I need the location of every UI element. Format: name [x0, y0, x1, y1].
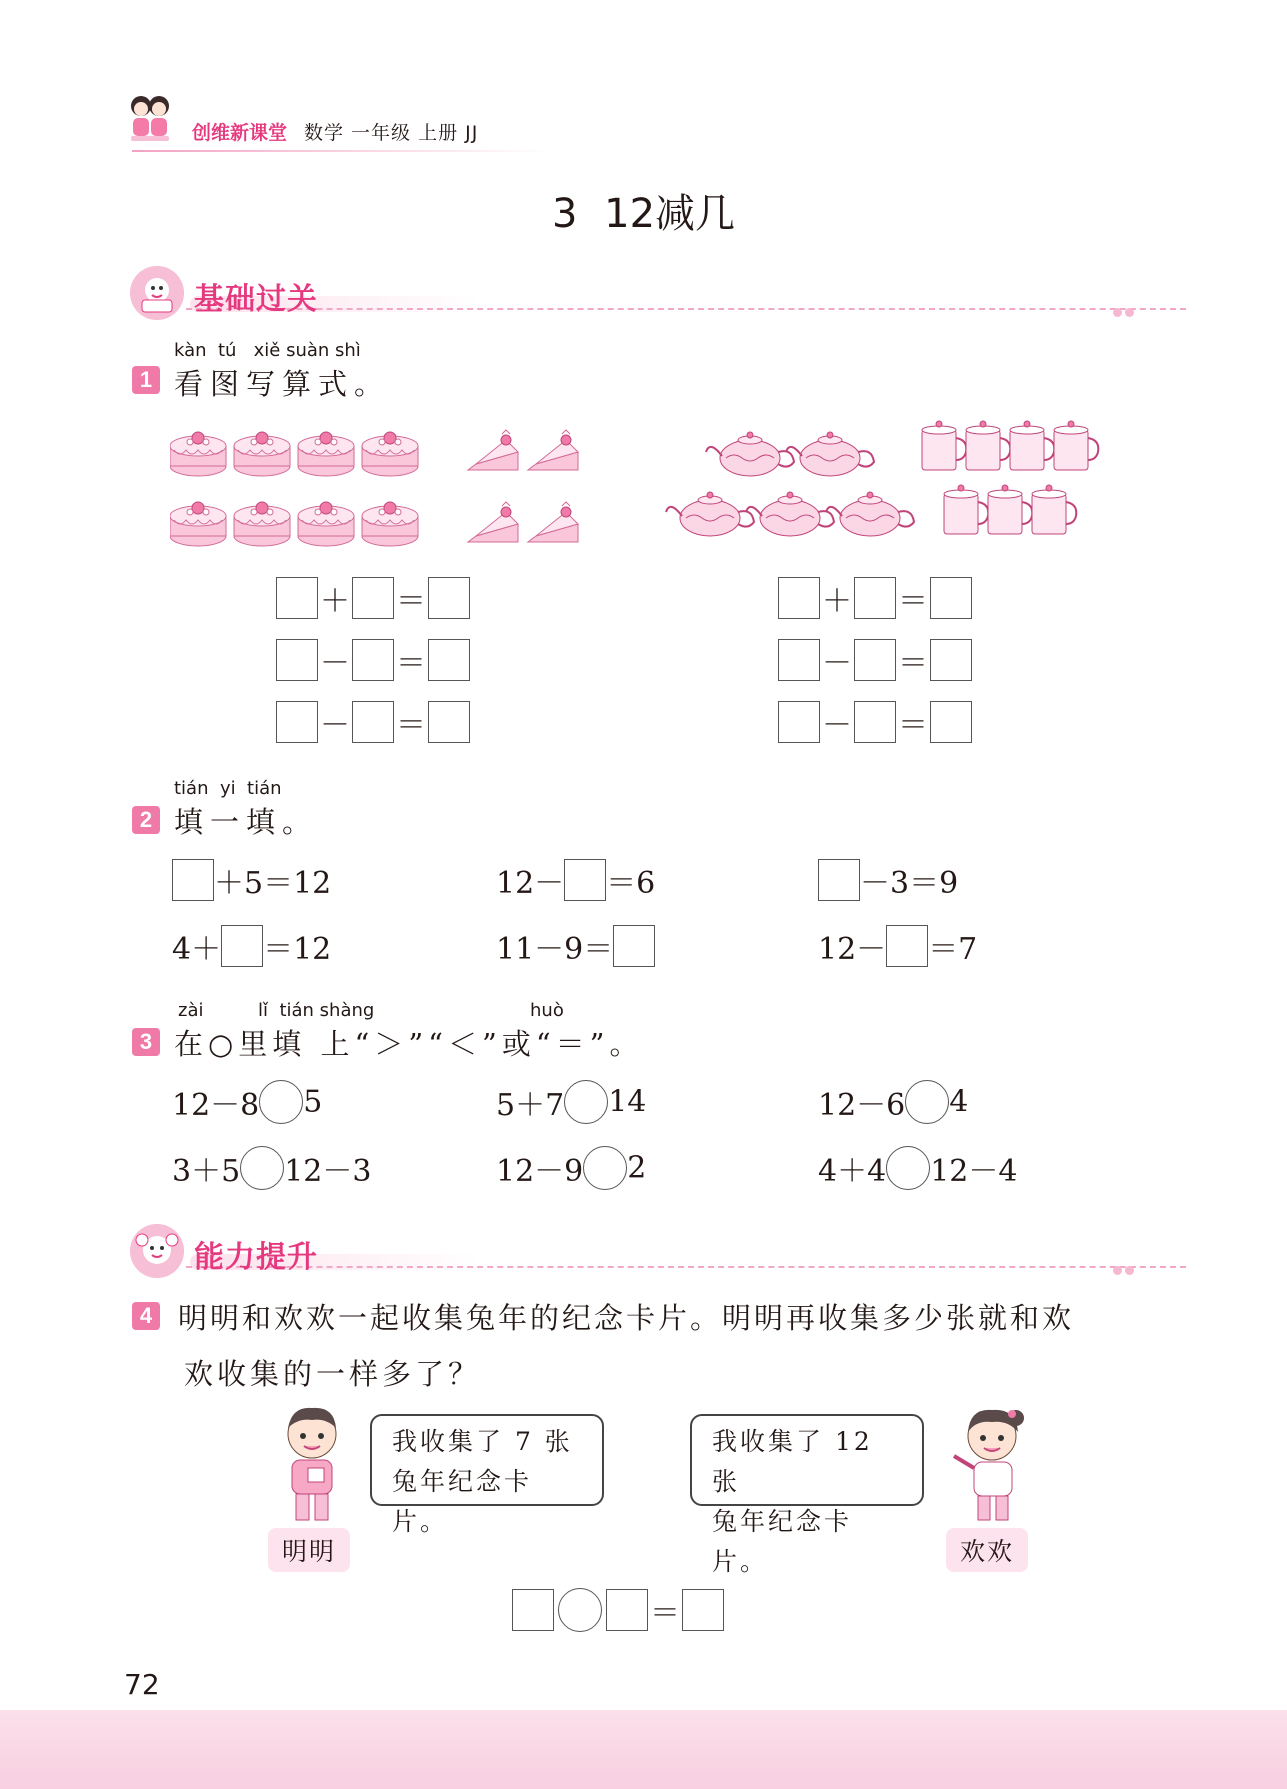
operator: － [822, 646, 852, 681]
answer-box[interactable] [276, 577, 318, 619]
cake-icon [234, 432, 290, 476]
equals-sign: ＝ [898, 708, 928, 743]
equals-sign: ＝ [898, 646, 928, 681]
section-advanced-label: 能力提升 [194, 1240, 318, 1275]
decor-dots-icon [1110, 1260, 1134, 1279]
equation-row [276, 700, 470, 744]
q4-answer-equation [512, 1588, 724, 1632]
cartoon-mascot-icon [130, 1224, 184, 1278]
compare-item [496, 1146, 646, 1190]
compare-circle[interactable] [905, 1080, 949, 1124]
q2-pinyin: tián yi tián [174, 778, 282, 799]
equation-row [778, 638, 972, 682]
q3-instruction: 在○里填 上“＞”“＜”或“＝”。 [174, 1027, 644, 1061]
expr-text: 12－9 [496, 1154, 584, 1189]
answer-box[interactable] [854, 577, 896, 619]
q3-number-badge: 3 [132, 1028, 160, 1056]
compare-circle[interactable] [240, 1146, 284, 1190]
q3-pinyin-zai: zài [178, 1000, 204, 1021]
cup-icon [1032, 485, 1076, 534]
boy-name-tag: 明明 [268, 1528, 350, 1572]
cake-icon [170, 502, 226, 546]
answer-box[interactable] [930, 701, 972, 743]
q3-pinyin-litianshang: lǐ tián shàng [258, 1000, 375, 1021]
answer-box[interactable] [352, 701, 394, 743]
answer-box[interactable] [606, 1589, 648, 1631]
compare-circle[interactable] [259, 1080, 303, 1124]
cake-slice-icon [528, 502, 578, 542]
answer-box[interactable] [276, 701, 318, 743]
cartoon-mascot-icon [130, 266, 184, 320]
expr-text: 12－8 [172, 1088, 260, 1123]
answer-box[interactable] [778, 701, 820, 743]
cake-icon [234, 502, 290, 546]
boy-mingming-illustration [272, 1404, 352, 1524]
q1-left-equations [276, 576, 470, 744]
fill-item [496, 858, 655, 902]
teapot-icon [706, 432, 794, 476]
equation-row [276, 576, 470, 620]
compare-item [172, 1080, 322, 1124]
compare-item [818, 1080, 968, 1124]
expr-text: 4＋4 [818, 1154, 887, 1189]
expr-text: 12－ [496, 866, 565, 901]
q1-cakes-picture [170, 420, 590, 560]
equation-row [778, 700, 972, 744]
equation-row [276, 638, 470, 682]
girl-name-tag: 欢欢 [946, 1528, 1028, 1572]
q1-number-badge: 1 [132, 366, 160, 394]
section-basic-label: 基础过关 [194, 282, 318, 317]
girl-speech-bubble [690, 1414, 924, 1576]
teapot-icon [666, 492, 754, 536]
answer-box[interactable] [930, 577, 972, 619]
cup-icon [1054, 421, 1098, 470]
footer-band [0, 1710, 1287, 1789]
equals-sign: ＝ [396, 646, 426, 681]
answer-box[interactable] [221, 925, 263, 967]
cake-slice-icon [468, 430, 518, 470]
fill-item [818, 924, 977, 968]
cake-slice-icon [468, 502, 518, 542]
expr-text: 4 [949, 1084, 969, 1120]
q3-pinyin-huo: huò [530, 1000, 564, 1021]
answer-box[interactable] [854, 639, 896, 681]
expr-text: 14 [608, 1084, 647, 1120]
q4-problem-line1: 明明和欢欢一起收集兔年的纪念卡片。明明再收集多少张就和欢 [178, 1301, 1075, 1335]
expr-text: 12－6 [818, 1088, 906, 1123]
decor-dots-icon [1110, 302, 1134, 321]
lesson-title: 3 12减几 [551, 191, 736, 237]
operator: － [320, 708, 350, 743]
expr-text: 12－3 [284, 1154, 372, 1189]
cup-icon [1010, 421, 1054, 470]
answer-box[interactable] [172, 859, 214, 901]
q4-number-badge: 4 [132, 1302, 160, 1330]
expr-text: ＝7 [928, 932, 978, 967]
answer-box[interactable] [564, 859, 606, 901]
teapot-icon [786, 432, 874, 476]
q1-teapots-picture [660, 414, 1100, 564]
header-kids-logo-icon [125, 92, 175, 146]
expr-text: ＋5＝12 [214, 866, 332, 901]
cup-icon [922, 421, 966, 470]
answer-box[interactable] [428, 701, 470, 743]
answer-box[interactable] [352, 639, 394, 681]
operator: － [822, 708, 852, 743]
speech-line: 兔年纪念卡片。 [392, 1467, 533, 1536]
equals-sign: ＝ [898, 584, 928, 619]
expr-text: －3＝9 [860, 866, 959, 901]
cup-icon [988, 485, 1032, 534]
girl-huanhuan-illustration [944, 1404, 1034, 1524]
expr-text: 3＋5 [172, 1154, 241, 1189]
answer-box[interactable] [352, 577, 394, 619]
cake-icon [362, 432, 418, 476]
operator: － [320, 646, 350, 681]
q1-right-equations [778, 576, 972, 744]
expr-text: ＝6 [606, 866, 656, 901]
cup-icon [944, 485, 988, 534]
fill-item [172, 858, 331, 902]
answer-box[interactable] [854, 701, 896, 743]
compare-circle[interactable] [583, 1146, 627, 1190]
fill-item [496, 924, 655, 968]
speech-line: 我收集了 12 张 [712, 1427, 873, 1496]
compare-circle[interactable] [886, 1146, 930, 1190]
equals-sign: ＝ [650, 1596, 680, 1631]
expr-text: 5＋7 [496, 1088, 565, 1123]
answer-box[interactable] [778, 639, 820, 681]
compare-item [496, 1080, 646, 1124]
answer-box[interactable] [613, 925, 655, 967]
answer-box[interactable] [682, 1589, 724, 1631]
speech-line: 兔年纪念卡片。 [712, 1507, 853, 1576]
compare-item [172, 1146, 371, 1190]
cake-icon [298, 432, 354, 476]
cake-icon [298, 502, 354, 546]
speech-line: 我收集了 7 张 [392, 1427, 573, 1456]
section-advanced-banner [130, 1224, 1130, 1278]
header-divider [132, 150, 552, 152]
section-rule [186, 1266, 1186, 1268]
teapot-icon [746, 492, 834, 536]
header-brand: 创维新课堂 [192, 122, 288, 144]
expr-text: 11－9＝ [496, 932, 614, 967]
answer-box[interactable] [818, 859, 860, 901]
q2-instruction: 填一填。 [174, 805, 319, 839]
teapot-icon [826, 492, 914, 536]
page-number: 72 [124, 1668, 160, 1701]
q4-problem-line2: 欢收集的一样多了？ [184, 1357, 482, 1391]
equation-row [778, 576, 972, 620]
cake-icon [170, 432, 226, 476]
expr-text: 2 [627, 1150, 647, 1186]
answer-box[interactable] [428, 639, 470, 681]
expr-text: 5 [303, 1084, 323, 1120]
expr-text: 12－ [818, 932, 887, 967]
answer-box[interactable] [276, 639, 318, 681]
section-rule [186, 308, 1186, 310]
cup-icon [966, 421, 1010, 470]
equals-sign: ＝ [396, 584, 426, 619]
fill-item [172, 924, 331, 968]
operator-circle[interactable] [558, 1588, 602, 1632]
answer-box[interactable] [512, 1589, 554, 1631]
section-basic-banner [130, 266, 1130, 320]
equals-sign: ＝ [396, 708, 426, 743]
q1-pinyin: kàn tú xiě suàn shì [174, 340, 361, 361]
cake-slice-icon [528, 430, 578, 470]
answer-box[interactable] [778, 577, 820, 619]
compare-circle[interactable] [564, 1080, 608, 1124]
compare-item [818, 1146, 1017, 1190]
operator: ＋ [822, 584, 852, 619]
expr-text: 12－4 [930, 1154, 1018, 1189]
cake-icon [362, 502, 418, 546]
header-book-info: 数学 一年级 上册 JJ [304, 122, 479, 144]
fill-item [818, 858, 958, 902]
q2-number-badge: 2 [132, 806, 160, 834]
q1-instruction: 看图写算式。 [174, 367, 391, 401]
expr-text: 4＋ [172, 932, 222, 967]
boy-speech-bubble [370, 1414, 604, 1536]
answer-box[interactable] [428, 577, 470, 619]
answer-box[interactable] [886, 925, 928, 967]
expr-text: ＝12 [263, 932, 332, 967]
operator: ＋ [320, 584, 350, 619]
answer-box[interactable] [930, 639, 972, 681]
